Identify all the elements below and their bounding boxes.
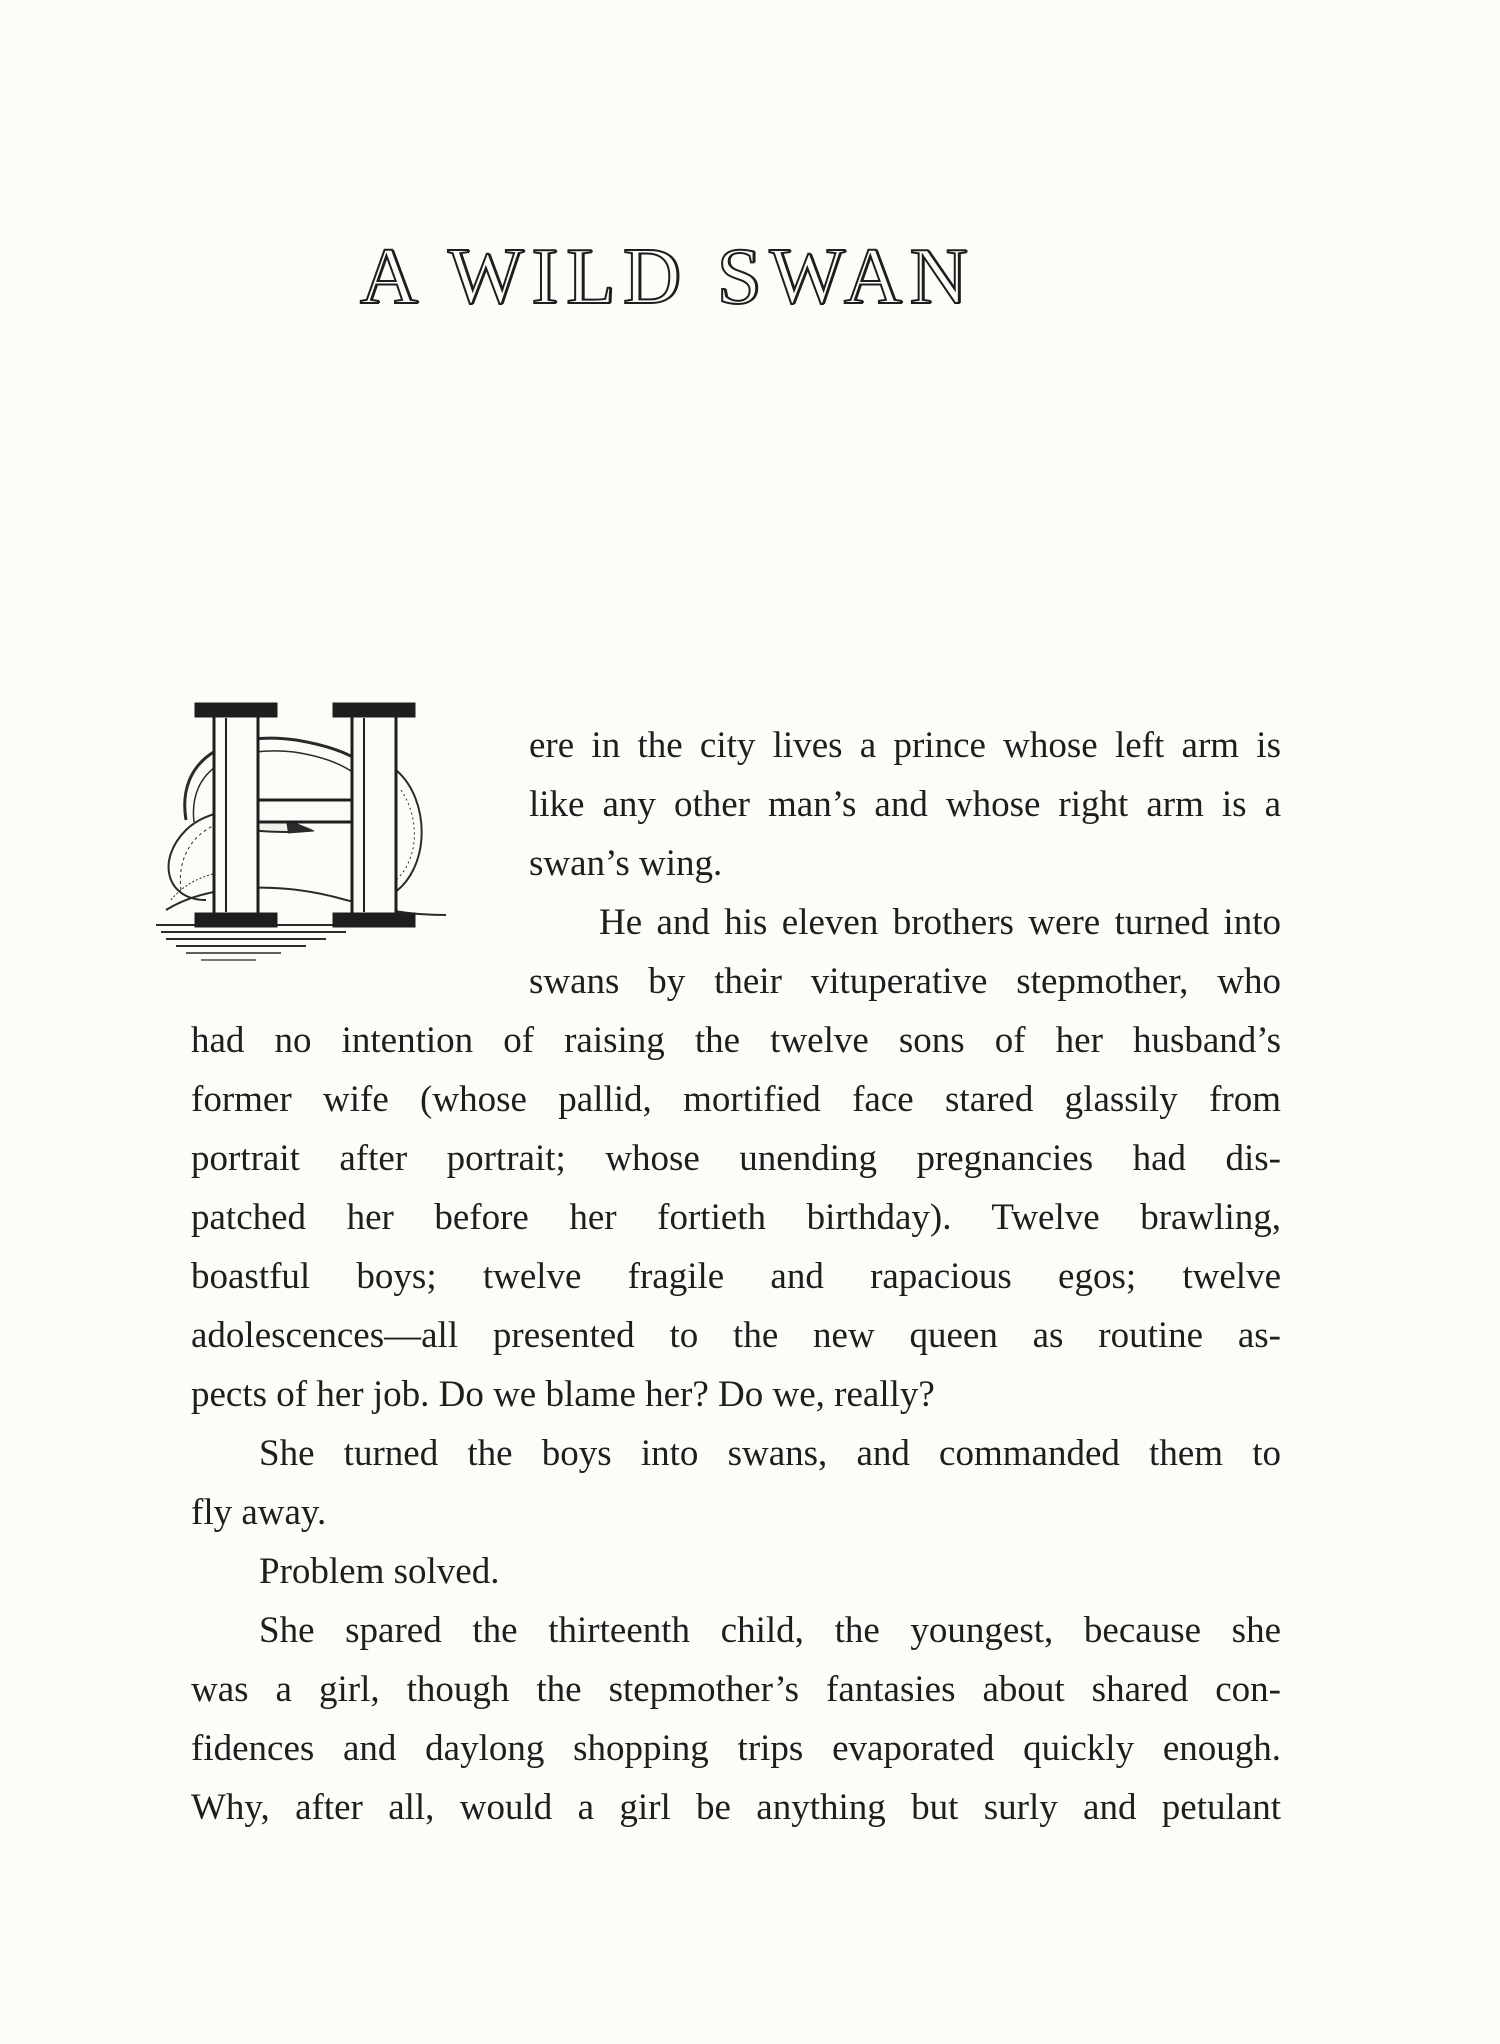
text-line: adolescences—all presented to the new queen as routine as- — [191, 1315, 1281, 1356]
text-line: pects of her job. Do we blame her? Do we, really? — [191, 1374, 935, 1415]
text-line: He and his eleven brothers were turned into — [599, 902, 1281, 943]
text-line: like any other man’s and whose right arm is a — [529, 784, 1281, 825]
body-text — [191, 716, 1281, 1837]
text-line: fly away. — [191, 1492, 327, 1533]
text-line: boastful boys; twelve fragile and rapacious egos; twelve — [191, 1256, 1281, 1297]
text-line: She spared the thirteenth child, the youngest, because she — [259, 1610, 1281, 1651]
chapter-title: A WILD SWAN — [360, 233, 976, 321]
text-line: Why, after all, would a girl be anything but surly and petulant — [191, 1787, 1281, 1828]
text-line: fidences and daylong shopping trips evaporated quickly enough. — [191, 1728, 1281, 1769]
text-line: swan’s wing. — [529, 843, 723, 884]
text-line: portrait after portrait; whose unending pregnancies had dis- — [191, 1138, 1281, 1179]
text-line: was a girl, though the stepmother’s fantasies about shared con- — [191, 1669, 1281, 1710]
text-line: patched her before her fortieth birthday). Twelve brawling, — [191, 1197, 1281, 1238]
text-line: had no intention of raising the twelve sons of her husband’s — [191, 1020, 1281, 1061]
text-line: Problem solved. — [259, 1551, 500, 1592]
text-line: ere in the city lives a prince whose left arm is — [529, 725, 1281, 766]
text-line: swans by their vituperative stepmother, who — [529, 961, 1281, 1002]
text-line: She turned the boys into swans, and commanded them to — [259, 1433, 1281, 1474]
text-line: former wife (whose pallid, mortified face stared glassily from — [191, 1079, 1281, 1120]
